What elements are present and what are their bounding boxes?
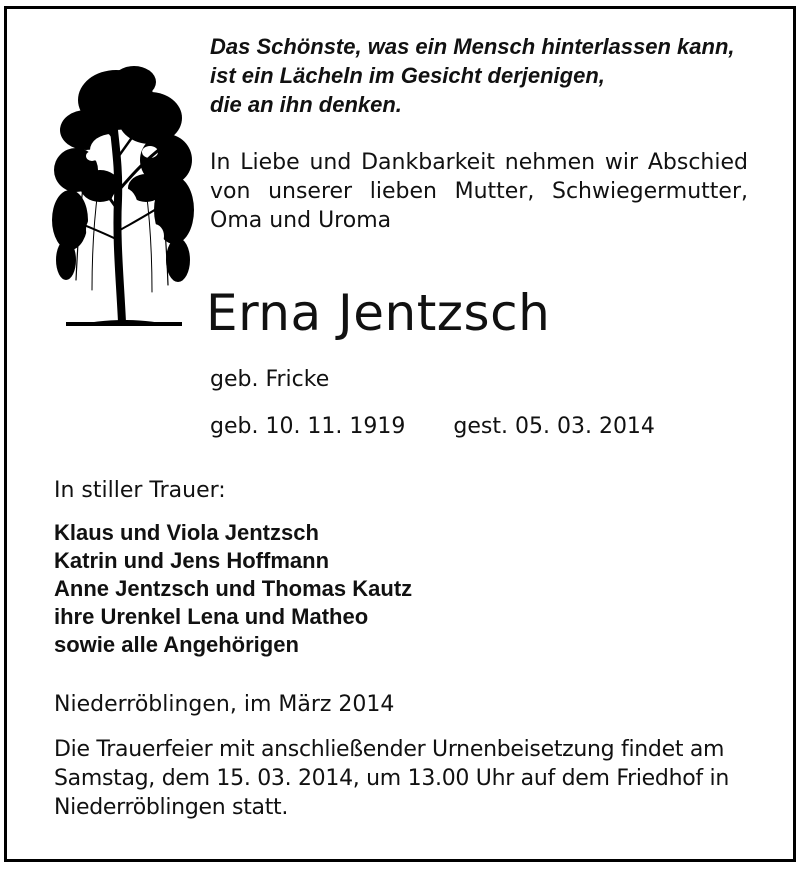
mourners-list	[54, 519, 412, 659]
birth-date: geb. 10. 11. 1919	[210, 414, 406, 439]
mourner-line: Klaus und Viola Jentzsch	[54, 520, 319, 545]
mourner-line: ihre Urenkel Lena und Matheo	[54, 604, 369, 629]
funeral-notice: Die Trauerfeier mit anschließender Urnenbeisetzung findet am Samstag, dem 15. 03. 2014, um 13.00 Uhr auf dem Friedhof in Niederröblingen statt.	[54, 737, 729, 820]
birch-tree-icon	[46, 60, 198, 336]
life-dates	[210, 413, 655, 441]
place-date: Niederröblingen, im März 2014	[54, 692, 395, 717]
deceased-name: Erna Jentzsch	[206, 284, 551, 342]
birth-name: geb. Fricke	[210, 367, 330, 392]
death-date: gest. 05. 03. 2014	[453, 414, 655, 439]
mourner-line: sowie alle Angehörigen	[54, 632, 299, 657]
quote-line: die an ihn denken.	[210, 92, 402, 117]
epitaph-quote	[210, 32, 770, 119]
quote-line: Das Schönste, was ein Mensch hinterlassen kann,	[210, 34, 735, 59]
mourner-line: Anne Jentzsch und Thomas Kautz	[54, 576, 413, 601]
quote-line: ist ein Lächeln im Gesicht derjenigen,	[210, 63, 605, 88]
mourner-line: Katrin und Jens Hoffmann	[54, 548, 330, 573]
mourning-label: In stiller Trauer:	[54, 478, 226, 503]
farewell-intro: In Liebe und Dankbarkeit nehmen wir Abschied von unserer lieben Mutter, Schwiegermutter, Oma und Uroma	[210, 150, 748, 233]
